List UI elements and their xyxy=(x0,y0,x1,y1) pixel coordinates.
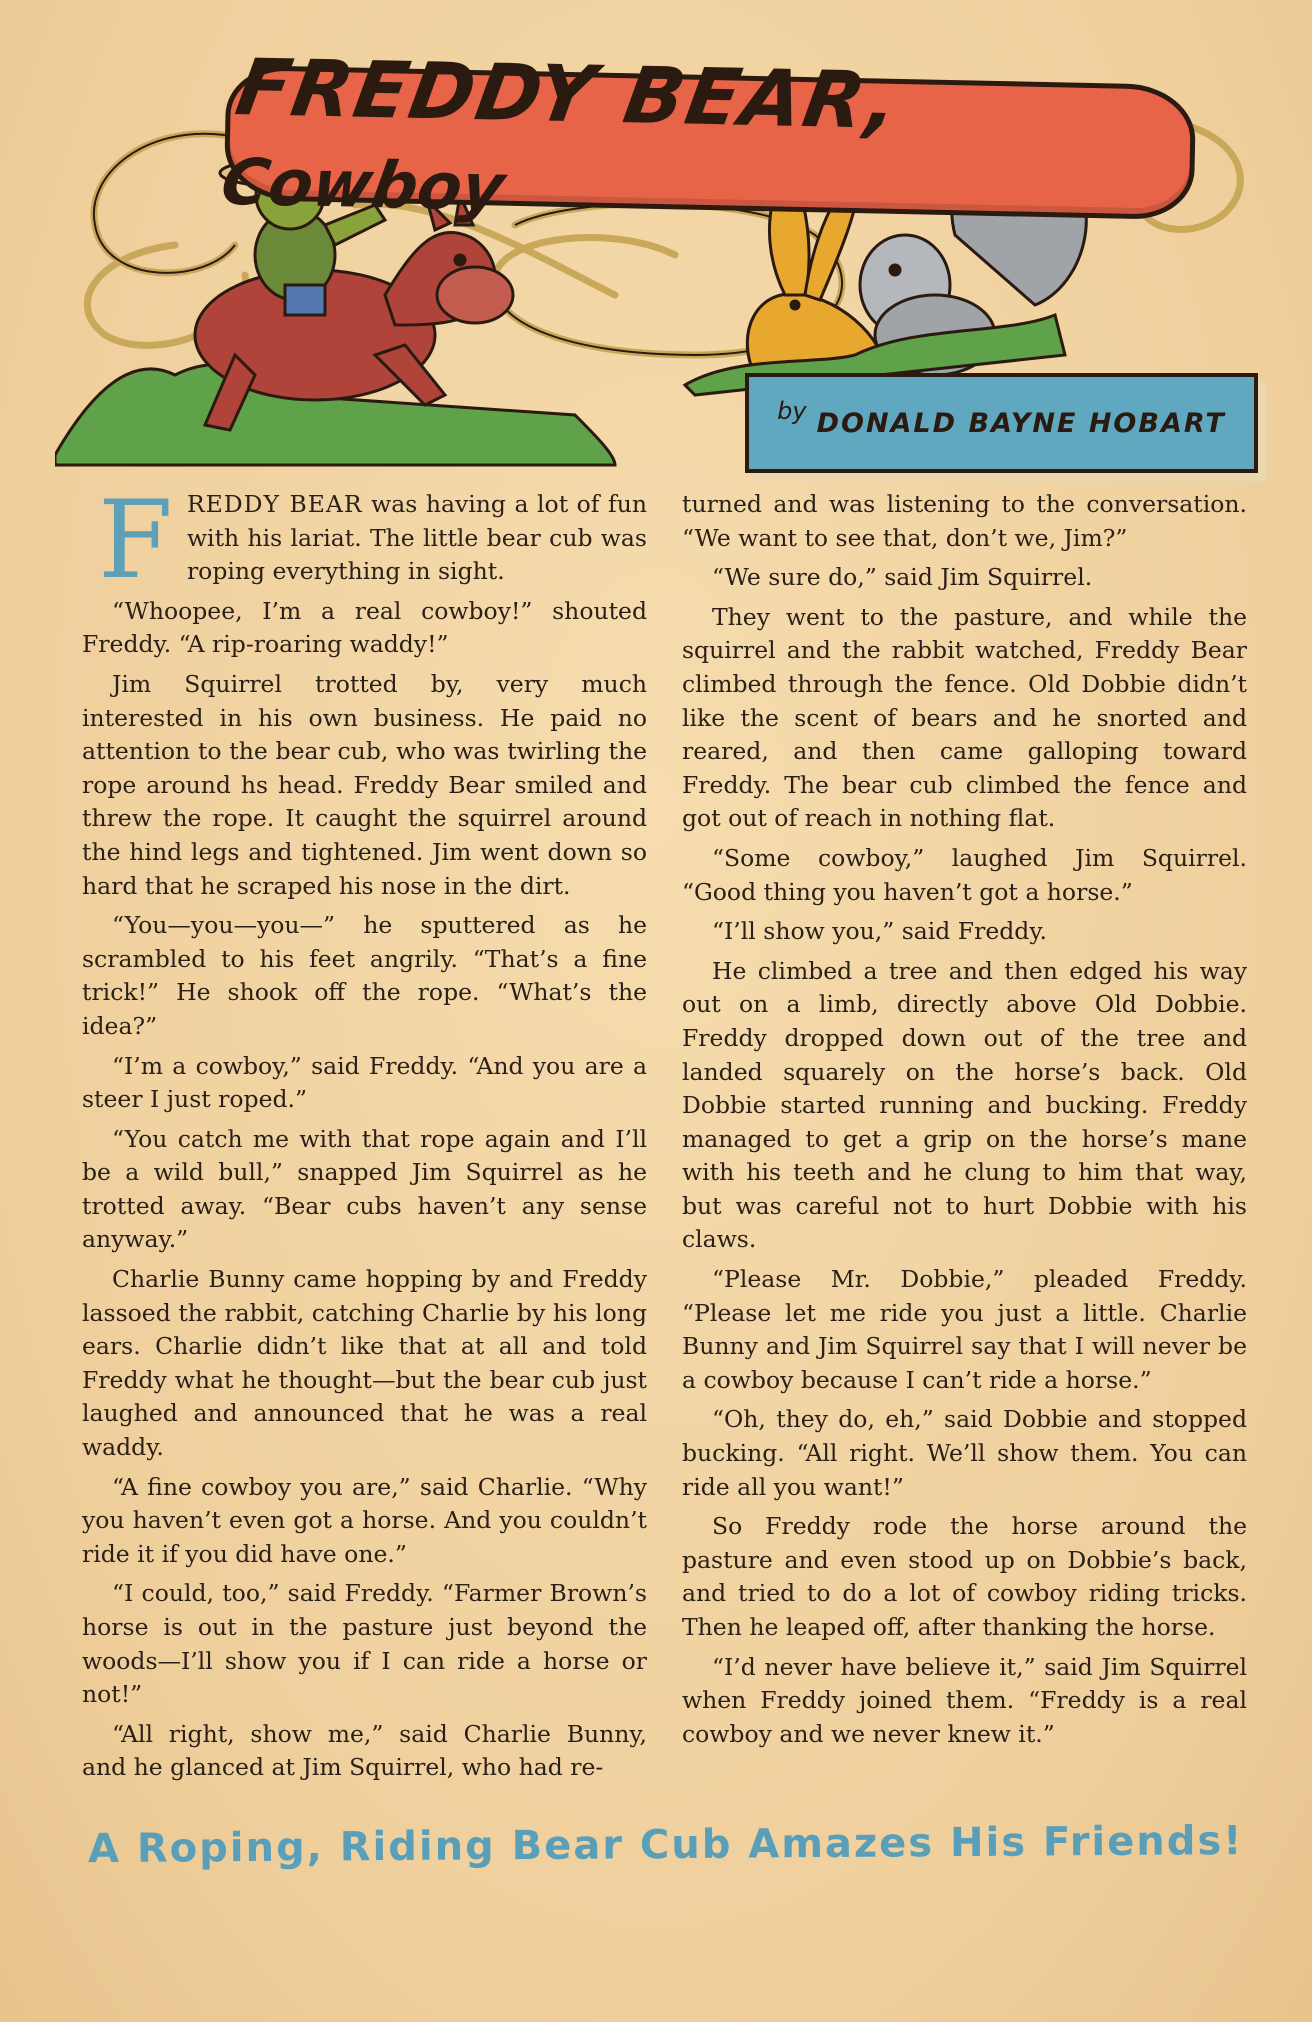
author-name: DONALD BAYNE HOBART xyxy=(816,407,1226,439)
tagline: A Roping, Riding Bear Cub Amazes His Friends! xyxy=(87,1818,1244,1873)
story-paragraph: “You—you—you—” he sputtered as he scrambled to his feet angrily. “That’s a fine trick!” He shook off the rope. “What’s the idea?” xyxy=(82,911,647,1040)
lead-caps: REDDY BEAR xyxy=(186,490,363,518)
story-title xyxy=(216,43,1205,243)
story-paragraph: “I’d never have believe it,” said Jim Squirrel when Freddy joined them. “Freddy is a real cowboy and we never knew it.” xyxy=(682,1652,1247,1748)
lead-text: was having a lot of fun with his lariat. The little bear cub was roping everything in sight. xyxy=(186,490,647,586)
story-paragraph: “I’ll show you,” said Freddy. xyxy=(712,917,1047,946)
story-paragraph: They went to the pasture, and while the squirrel and the rabbit watched, Freddy Bear climbed through the fence. Old Dobbie didn’t like the scent of bears and he snorted and reared, and then came galloping toward Freddy. The bear cub climbed the fence and got out of reach in nothing flat. xyxy=(682,602,1247,833)
story-column-right xyxy=(682,488,1247,1757)
title-main: FREDDY BEAR, xyxy=(230,42,907,147)
story-paragraph: So Freddy rode the horse around the pasture and even stood up on Dobbie’s back, and tried to do a lot of cowboy riding tricks. Then he leaped off, after thanking the horse. xyxy=(682,1512,1247,1641)
byline-box xyxy=(745,373,1258,473)
story-paragraph: “All right, show me,” said Charlie Bunny, and he glanced at Jim Squirrel, who had re- xyxy=(82,1719,647,1782)
header-illustration xyxy=(55,42,1260,475)
title-banner xyxy=(216,42,1197,226)
title-sub: Cowboy xyxy=(216,145,510,226)
story-paragraph: Charlie Bunny came hopping by and Freddy lassoed the rabbit, catching Charlie by his long ears. Charlie didn’t like that at all and told Freddy what he thought—but the bear cub just laughed and announced that he was a real waddy. xyxy=(82,1265,647,1462)
story-paragraph: “Please Mr. Dobbie,” pleaded Freddy. “Please let me ride you just a little. Charlie Bunny and Jim Squirrel say that I will never be a cowboy because I can’t ride a horse.” xyxy=(682,1265,1247,1394)
story-paragraph: Jim Squirrel trotted by, very much interested in his own business. He paid no attention to the bear cub, who was twirling the rope around hs head. Freddy Bear smiled and threw the rope. It caught the squirrel around the hind legs and tightened. Jim went down so hard that he scraped his nose in the dirt. xyxy=(82,669,647,900)
story-paragraph: “I could, too,” said Freddy. “Farmer Brown’s horse is out in the pasture just beyond the woods—I’ll show you if I can ride a horse or not!” xyxy=(82,1579,647,1709)
story-column-left xyxy=(82,478,647,1791)
story-paragraph: He climbed a tree and then edged his way out on a limb, directly above Old Dobbie. Freddy dropped down out of the tree and landed squarely on the horse’s back. Old Dobbie started running and bucking. Freddy managed to get a grip on the horse’s mane with his teeth and he clung to him that way, but was careful not to hurt Dobbie with his claws. xyxy=(682,956,1247,1254)
drop-cap: F xyxy=(98,478,173,603)
story-paragraph: “Oh, they do, eh,” said Dobbie and stopped bucking. “All right. We’ll show them. You can ride all you want!” xyxy=(682,1405,1247,1501)
byline-by: by xyxy=(777,397,807,425)
story-paragraph-lead xyxy=(82,478,647,603)
story-paragraph: “We sure do,” said Jim Squirrel. xyxy=(712,563,1093,592)
story-paragraph: “Some cowboy,” laughed Jim Squirrel. “Good thing you haven’t got a horse.” xyxy=(682,843,1247,906)
story-paragraph: “Whoopee, I’m a real cowboy!” shouted Freddy. “A rip-roaring waddy!” xyxy=(82,596,647,659)
story-paragraph: “A fine cowboy you are,” said Charlie. “Why you haven’t even got a horse. And you couldn’t ride it if you did have one.” xyxy=(82,1472,647,1568)
story-paragraph-continued: turned and was listening to the conversation. “We want to see that, don’t we, Jim?” xyxy=(682,490,1247,552)
story-paragraph: “I’m a cowboy,” said Freddy. “And you are a steer I just roped.” xyxy=(82,1051,647,1114)
story-paragraph: “You catch me with that rope again and I’ll be a wild bull,” snapped Jim Squirrel as he trotted away. “Bear cubs haven’t any sense anyway.” xyxy=(82,1124,647,1254)
